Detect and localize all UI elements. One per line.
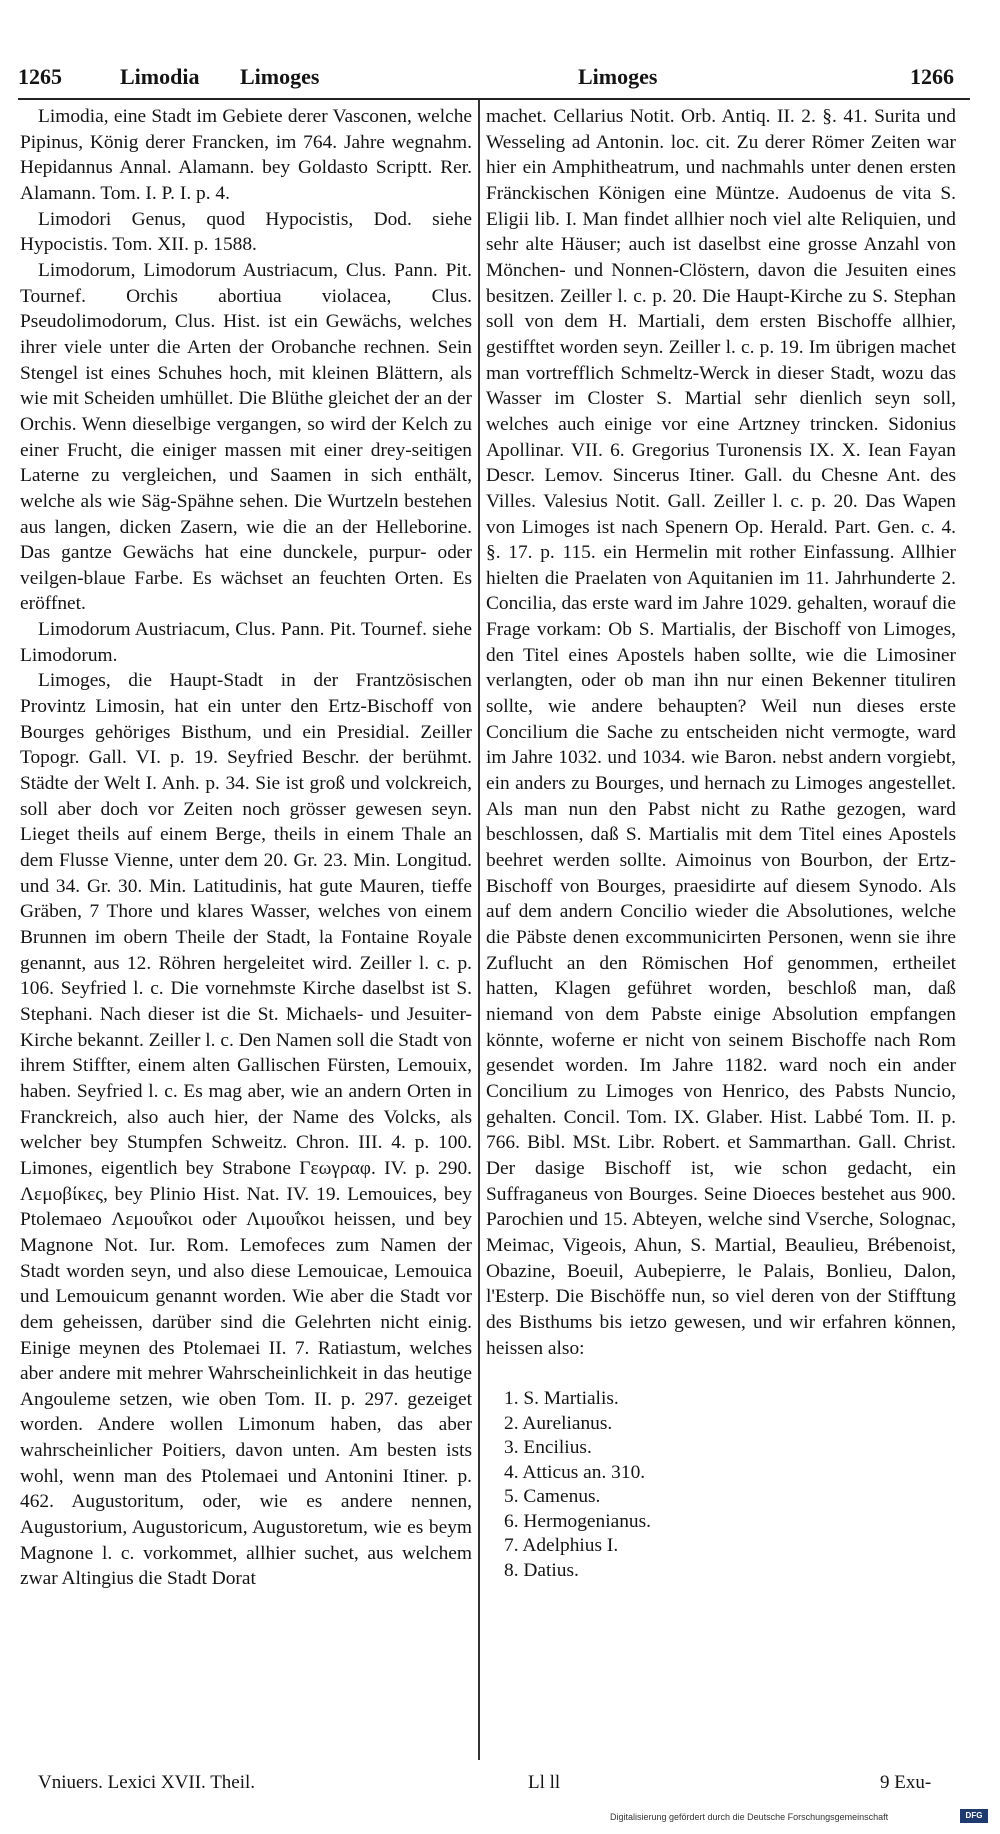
list-item: 7. Adelphius I.: [504, 1535, 619, 1557]
list-item: 1. S. Martialis.: [504, 1388, 619, 1410]
page-number-left: 1265: [18, 64, 62, 89]
running-header: [18, 58, 970, 98]
list-item: 3. Encilius.: [504, 1437, 592, 1459]
page-number-right: 1266: [910, 64, 954, 89]
list-item: 4. Atticus an. 310.: [504, 1461, 646, 1483]
footer-catchword: 9 Exu-: [880, 1772, 932, 1793]
entry-limoges: Limoges, die Haupt-Stadt in der Frantzösischen Provintz Limosin, hat ein unter den Ertz-Bischoff von Bourges gehöriges Bisthum, und ein Presidial. Zeiller Topogr. Gall. VI. p. 19. Seyfried Beschr. der berühmt. Städte der Welt I. Anh. p. 34. Sie ist groß und volckreich, soll aber doch vor Zeiten noch grösser gewesen seyn. Lieget theils auf einem Berge, theils in einem Thale an dem Flusse Vienne, unter dem 20. Gr. 23. Min. Longitud. und 34. Gr. 30. Min. Latitudinis, hat gute Mauren, tieffe Gräben, 7 Thore und klares Wasser, welches von einem Brunnen im obern Theile der Stadt, la Fontaine Royale genannt, aus 12. Röhren hergeleitet wird. Zeiller l. c. p. 106. Seyfried l. c. Die vornehmste Kirche daselbst ist S. Stephani. Nach dieser ist die St. Michaels- und Jesuiter-Kirche bekannt. Zeiller l. c. Den Namen soll die Stadt von ihrem Stiffter, einem alten Gallischen Fürsten, Lemouix, haben. Seyfried l. c. Es mag aber, wie an andern Orten in Franckreich, also auch hier, der Name des Volcks, als welcher bey Stumpfen Schweitz. Chron. III. 4. p. 100. Limones, eigentlich bey Strabone Γεωγραφ. IV. p. 290. Λεμοβίκες, bey Plinio Hist. Nat. IV. 19. Lemouices, bey Ptolemaeo Λεμουΐκοι oder Λιμουΐκοι heissen, und bey Magnone Not. Iur. Rom. Lemofeces zum Namen der Stadt worden seyn, und also diese Lemouicae, Lemouica und Lemouicum genannt worden. Wie aber die Stadt vor dem geheissen, darüber sind die Gelehrten nicht einig. Einige meynen des Ptolemaei II. 7. Ratiastum, welches aber andere mit mehrer Wahrscheinlichkeit in das heutige Angouleme setzen, wie oben Tom. II. p. 297. gezeiget worden. Andere wollen Limonum haben, das aber wahrscheinlicher Poitiers, davon unten. Am besten ists wohl, wenn man des Ptolemaei und Antonini Itiner. p. 462. Augustoritum, oder, wie es andere nennen, Augustorium, Augustoricum, Augustoretum, wie es beym Magnone l. c. vorkommet, allhier suchet, aus welchem zwar Altingius die Stadt Dorat: [20, 670, 472, 1590]
footer-signature: Ll ll: [528, 1772, 561, 1793]
digitization-credit: Digitalisierung gefördert durch die Deutsche Forschungsgemeinschaft: [610, 1812, 889, 1822]
left-column: [20, 104, 472, 1592]
list-item: 5. Camenus.: [504, 1486, 601, 1508]
header-term-left-2: Limoges: [240, 64, 320, 89]
entry-limodori-genus: Limodori Genus, quod Hypocistis, Dod. siehe Hypocistis. Tom. XII. p. 1588.: [20, 208, 472, 256]
dfg-logo: DFG: [960, 1809, 988, 1823]
list-item: 8. Datius.: [504, 1559, 579, 1581]
right-column: [486, 104, 956, 1583]
header-term-left-1: Limodia: [120, 64, 200, 89]
header-term-right: Limoges: [578, 64, 658, 89]
entry-limodorum: Limodorum, Limodorum Austriacum, Clus. Pann. Pit. Tournef. Orchis abortiua violacea, Clus. Pseudolimodorum, Clus. Hist. ist ein Gewächs, welches ihrer viele unter die Arten der Orobanche rechnen. Sein Stengel ist eines Schuhes hoch, mit kleinen Blättern, als wie mit Scheiden umhüllet. Die Blüthe gleichet der an der Orchis. Wenn dieselbige vergangen, so wird der Kelch zu einer Frucht, die einiger massen mit einer drey-seitigen Laterne zu vergleichen, und Saamen in sich enthält, welche als wie Säg-Spähne sehen. Die Wurtzeln bestehen aus langen, dicken Zasern, wie die an der Helleborine. Das gantze Gewächs hat eine dunckele, purpur- oder veilgen-blaue Farbe. Es wächset an feuchten Orten. Es eröffnet.: [20, 259, 472, 615]
list-item: 2. Aurelianus.: [504, 1412, 613, 1434]
footer-volume: Vniuers. Lexici XVII. Theil.: [38, 1772, 256, 1793]
column-divider: [478, 100, 480, 1760]
list-item: 6. Hermogenianus.: [504, 1510, 652, 1532]
header-rule: [18, 98, 970, 100]
entry-limodorum-austriacum: Limodorum Austriacum, Clus. Pann. Pit. Tournef. siehe Limodorum.: [20, 619, 472, 666]
entry-limoges-continued: machet. Cellarius Notit. Orb. Antiq. II. 2. §. 41. Surita und Wesseling ad Antonin. loc. cit. Zu derer Römer Zeiten war hier ein Amphitheatrum, und nachmahls unter denen ersten Fränckischen Königen eine Müntze. Audoenus de vita S. Eligii lib. I. Man findet allhier noch viel alte Reliquien, und sehr alte Häuser; auch ist daselbst eine grosse Anzahl von Mönchen- und Nonnen-Clöstern, davon die Jesuiten eines besitzen. Zeiller l. c. p. 20. Die Haupt-Kirche zu S. Stephan soll von dem H. Martiali, dem ersten Bischoffe allhier, gestifftet worden seyn. Zeiller l. c. p. 19. Im übrigen machet man vortrefflich Schmeltz-Werck in dieser Stadt, wozu das Wasser im Closter S. Martial sehr dienlich seyn soll, welches auch einige vor eine Artzney trincken. Sidonius Apollinar. VII. 6. Gregorius Turonensis IX. X. Iean Fayan Descr. Lemov. Sincerus Itiner. Gall. du Chesne Ant. des Villes. Valesius Notit. Gall. Zeiller l. c. p. 20. Das Wapen von Limoges ist nach Spenern Op. Herald. Part. Gen. c. 4. §. 17. p. 115. ein Hermelin mit rother Einfassung. Allhier hielten die Praelaten von Aquitanien im 11. Jahrhunderte 2. Concilia, das erste ward im Jahre 1029. gehalten, worauf die Frage vorkam: Ob S. Martialis, der Bischoff von Limoges, den Titel eines Apostels haben sollte, wie die Limosiner verlangten, oder ob man ihn nur einen Bekenner tituliren sollte, wie andere behaupten? Weil nun dieses erste Concilium die Sache zu entscheiden nicht vermogte, ward im Jahre 1032. und 1034. wie Baron. nebst andern vorgiebt, ein anders zu Bourges, und hernach zu Limoges angestellet. Als man nun den Pabst nicht zu Rathe gezogen, ward beschlossen, daß S. Martialis mit dem Titel eines Apostels beehret werden sollte. Aimoinus von Bourbon, der Ertz-Bischoff von Bourges, praesidirte auf diesem Synodo. Als auf dem andern Concilio wieder die Absolutiones, welche die Päbste denen excommunicirten Personen, wenn sie ihre Zuflucht an den Römischen Hof genommen, ertheilet hatten, Klagen geführet worden, beschloß man, daß niemand von dem Pabste einige Absolution empfangen könnte, woferne er nicht von seinem Bischoffe nach Rom gesendet worden. Im Jahre 1182. ward noch ein ander Concilium zu Limoges von Henrico, des Pabsts Nuncio, gehalten. Concil. Tom. IX. Glaber. Hist. Labbé Tom. II. p. 766. Bibl. MSt. Libr. Robert. et Sammarthan. Gall. Christ. Der dasige Bischoff ist, wie schon gedacht, ein Suffraganeus von Bourges. Seine Dioeces bestehet aus 900. Parochien und 15. Abteyen, welche sind Vserche, Solognac, Meimac, Vigeois, Ahun, S. Martial, Beaulieu, Brébenoist, Obazine, Boeuil, Aubepierre, le Palais, Bonlieu, Dalon, l'Esterp. Die Bischöffe nun, so viel deren von der Stifftung des Bisthums bis ietzo gewesen, und wir erfahren können, heissen also:: [486, 106, 956, 1359]
bishops-list: [504, 1387, 956, 1583]
entry-limodia: Limodia, eine Stadt im Gebiete derer Vasconen, welche Pipinus, König derer Francken, im 764. Jahre wegnahm. Hepidannus Annal. Alamann. bey Goldasto Scriptt. Rer. Alamann. Tom. I. P. I. p. 4.: [20, 106, 472, 204]
